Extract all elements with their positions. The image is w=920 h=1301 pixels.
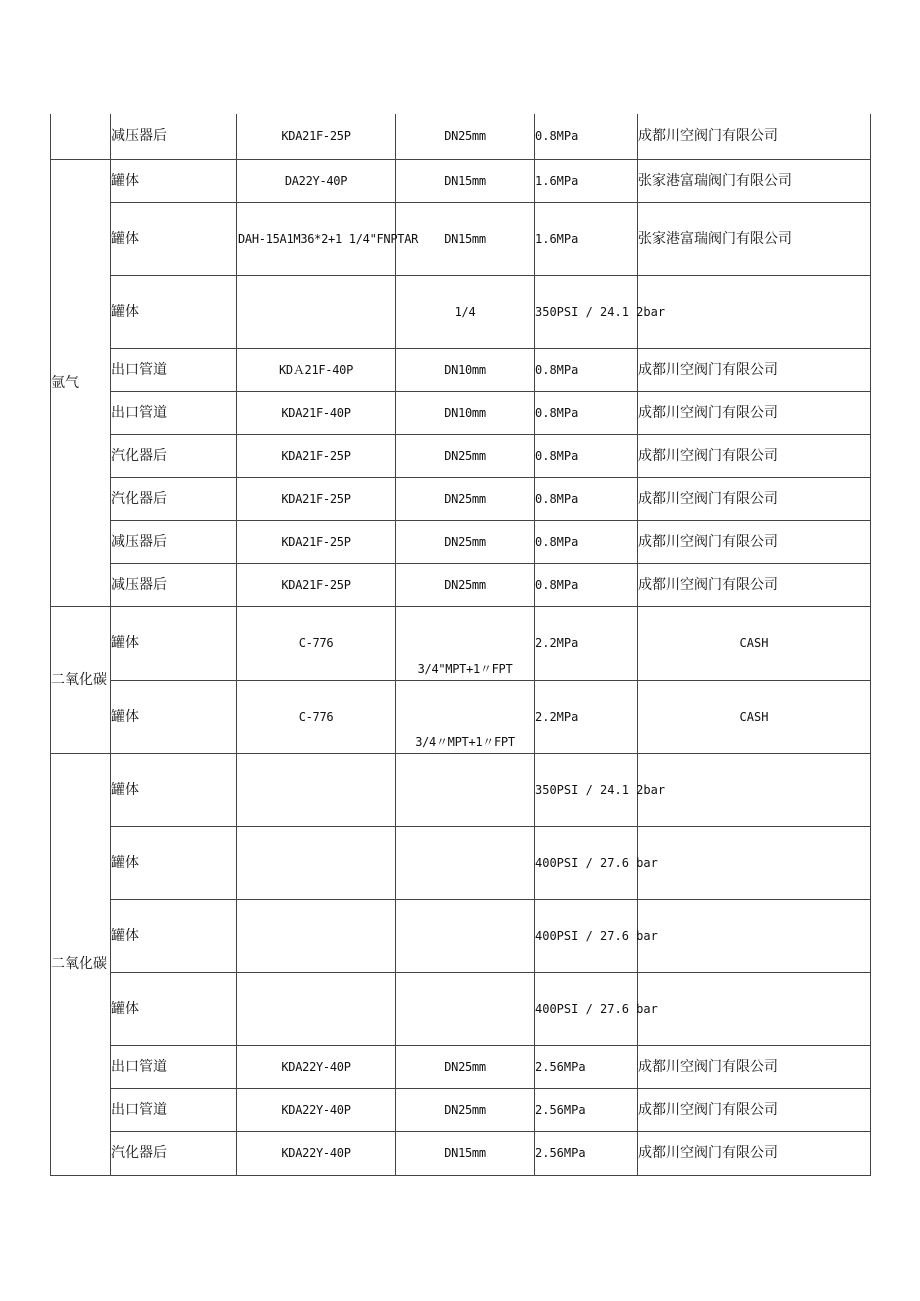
model-cell	[237, 899, 396, 972]
model-cell	[237, 753, 396, 826]
manufacturer-cell: 张家港富瑞阀门有限公司	[638, 159, 871, 202]
pressure-cell: 2.56MPa	[535, 1131, 638, 1175]
pressure-cell: 400PSI / 27.6 bar	[535, 899, 638, 972]
table-row	[51, 202, 871, 275]
location-cell: 减压器后	[111, 520, 237, 563]
pressure-cell: 1.6MPa	[535, 159, 638, 202]
size-cell: DN25mm	[396, 477, 535, 520]
size-cell: DN25mm	[396, 114, 535, 159]
table-row	[51, 606, 871, 680]
size-cell: DN25mm	[396, 1088, 535, 1131]
location-cell: 出口管道	[111, 391, 237, 434]
location-cell: 减压器后	[111, 114, 237, 159]
size-cell	[396, 753, 535, 826]
table-row	[51, 753, 871, 826]
location-cell: 出口管道	[111, 1045, 237, 1088]
pressure-cell: 0.8MPa	[535, 563, 638, 606]
pressure-cell: 0.8MPa	[535, 477, 638, 520]
manufacturer-cell: CASH	[638, 680, 871, 753]
location-cell: 汽化器后	[111, 1131, 237, 1175]
table-row	[51, 114, 871, 159]
size-cell: DN10mm	[396, 348, 535, 391]
size-cell	[396, 972, 535, 1045]
table-row	[51, 972, 871, 1045]
pressure-cell: 350PSI / 24.1 2bar	[535, 275, 638, 348]
manufacturer-cell: CASH	[638, 606, 871, 680]
size-cell: DN25mm	[396, 520, 535, 563]
location-cell: 出口管道	[111, 1088, 237, 1131]
pressure-cell: 0.8MPa	[535, 114, 638, 159]
table-row	[51, 348, 871, 391]
group-cell-co2: 二氧化碳	[51, 753, 111, 1175]
model-cell: KDＡ21F-40P	[237, 348, 396, 391]
manufacturer-cell	[638, 899, 871, 972]
table-row	[51, 434, 871, 477]
table-row	[51, 159, 871, 202]
pressure-cell: 2.56MPa	[535, 1088, 638, 1131]
pressure-cell: 2.2MPa	[535, 680, 638, 753]
model-cell: KDA21F-25P	[237, 114, 396, 159]
group-cell-co2: 二氧化碳	[51, 606, 111, 753]
pressure-cell: 0.8MPa	[535, 391, 638, 434]
size-cell: DN15mm	[396, 1131, 535, 1175]
size-cell: DN25mm	[396, 563, 535, 606]
manufacturer-cell: 成都川空阀门有限公司	[638, 1088, 871, 1131]
location-cell: 罐体	[111, 606, 237, 680]
table-row	[51, 826, 871, 899]
pressure-cell: 350PSI / 24.1 2bar	[535, 753, 638, 826]
size-cell: DN15mm	[396, 159, 535, 202]
table-row	[51, 1088, 871, 1131]
location-cell: 罐体	[111, 275, 237, 348]
pressure-cell: 2.2MPa	[535, 606, 638, 680]
pressure-cell: 0.8MPa	[535, 434, 638, 477]
manufacturer-cell	[638, 275, 871, 348]
group-cell-argon: 氩气	[51, 159, 111, 606]
manufacturer-cell: 成都川空阀门有限公司	[638, 434, 871, 477]
pressure-cell: 400PSI / 27.6 bar	[535, 972, 638, 1045]
pressure-cell: 0.8MPa	[535, 348, 638, 391]
location-cell: 罐体	[111, 826, 237, 899]
table-row	[51, 680, 871, 753]
table-row	[51, 477, 871, 520]
manufacturer-cell: 张家港富瑞阀门有限公司	[638, 202, 871, 275]
table-row	[51, 563, 871, 606]
table-row	[51, 520, 871, 563]
model-cell: KDA21F-25P	[237, 520, 396, 563]
pressure-cell: 2.56MPa	[535, 1045, 638, 1088]
pressure-cell: 1.6MPa	[535, 202, 638, 275]
table-row	[51, 391, 871, 434]
model-cell: KDA21F-25P	[237, 563, 396, 606]
size-cell: DN10mm	[396, 391, 535, 434]
manufacturer-cell: 成都川空阀门有限公司	[638, 563, 871, 606]
size-cell: DN25mm	[396, 1045, 535, 1088]
location-cell: 罐体	[111, 899, 237, 972]
group-cell-empty	[51, 114, 111, 159]
location-cell: 出口管道	[111, 348, 237, 391]
manufacturer-cell: 成都川空阀门有限公司	[638, 114, 871, 159]
size-cell: 3/4"MPT+1〃FPT	[396, 606, 535, 680]
manufacturer-cell: 成都川空阀门有限公司	[638, 520, 871, 563]
location-cell: 减压器后	[111, 563, 237, 606]
model-cell	[237, 972, 396, 1045]
model-cell: DA22Y-40P	[237, 159, 396, 202]
manufacturer-cell: 成都川空阀门有限公司	[638, 1045, 871, 1088]
model-cell: KDA21F-25P	[237, 434, 396, 477]
location-cell: 罐体	[111, 202, 237, 275]
location-cell: 汽化器后	[111, 477, 237, 520]
location-cell: 汽化器后	[111, 434, 237, 477]
size-cell: 1/4	[396, 275, 535, 348]
model-cell	[237, 826, 396, 899]
model-cell: KDA22Y-40P	[237, 1045, 396, 1088]
model-cell	[237, 275, 396, 348]
size-cell: 3/4〃MPT+1〃FPT	[396, 680, 535, 753]
size-cell: DN25mm	[396, 434, 535, 477]
table-row	[51, 1045, 871, 1088]
manufacturer-cell	[638, 826, 871, 899]
table-row	[51, 899, 871, 972]
pressure-cell: 400PSI / 27.6 bar	[535, 826, 638, 899]
manufacturer-cell: 成都川空阀门有限公司	[638, 1131, 871, 1175]
size-cell: DN15mm	[396, 202, 535, 275]
pressure-cell: 0.8MPa	[535, 520, 638, 563]
location-cell: 罐体	[111, 159, 237, 202]
manufacturer-cell: 成都川空阀门有限公司	[638, 477, 871, 520]
location-cell: 罐体	[111, 753, 237, 826]
manufacturer-cell	[638, 972, 871, 1045]
model-cell: KDA22Y-40P	[237, 1088, 396, 1131]
location-cell: 罐体	[111, 680, 237, 753]
table-row	[51, 1131, 871, 1175]
manufacturer-cell: 成都川空阀门有限公司	[638, 348, 871, 391]
model-cell: KDA22Y-40P	[237, 1131, 396, 1175]
model-cell: DAH-15A1M36*2+1 1/4"FNPTAR	[237, 202, 396, 275]
size-cell	[396, 899, 535, 972]
model-cell: KDA21F-25P	[237, 477, 396, 520]
model-cell: C-776	[237, 606, 396, 680]
model-cell: KDA21F-40P	[237, 391, 396, 434]
manufacturer-cell	[638, 753, 871, 826]
manufacturer-cell: 成都川空阀门有限公司	[638, 391, 871, 434]
table-row	[51, 275, 871, 348]
size-cell	[396, 826, 535, 899]
location-cell: 罐体	[111, 972, 237, 1045]
model-cell: C-776	[237, 680, 396, 753]
valve-table	[50, 114, 871, 1176]
